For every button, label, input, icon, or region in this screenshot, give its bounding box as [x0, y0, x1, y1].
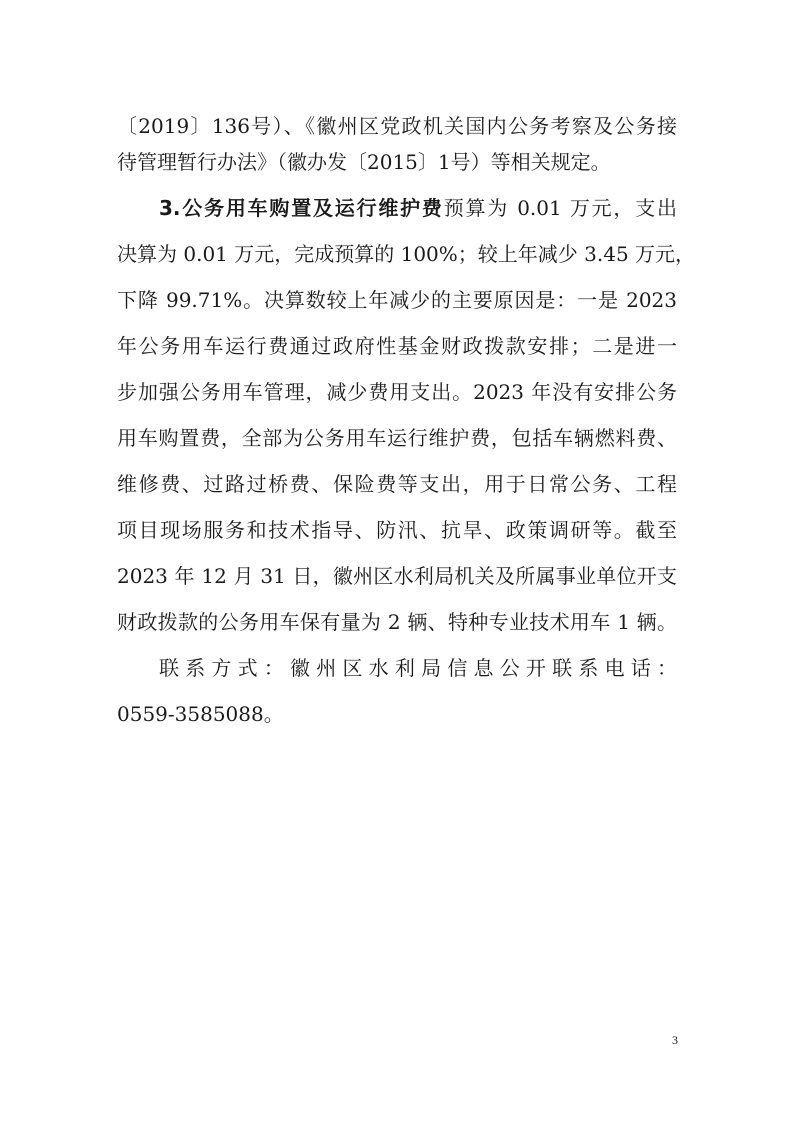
contact-line-1: 联系方式：徽州区水利局信息公开联系电话：: [159, 656, 677, 680]
paragraph-2-line-10: 财政拨款的公务用车保有量为 2 辆、特种专业技术用车 1 辆。: [117, 610, 677, 634]
paragraph-2-line-7: 维修费、过路过桥费、保险费等支出，用于日常公务、工程: [117, 472, 677, 496]
paragraph-2-line-5: 步加强公务用车管理，减少费用支出。2023 年没有安排公务: [117, 380, 677, 404]
paragraph-2-line-4: 年公务用车运行费通过政府性基金财政拨款安排；二是进一: [117, 334, 677, 358]
contact-phone: 0559-3585088。: [117, 702, 284, 726]
section-heading: 3.公务用车购置及运行维护费: [159, 196, 444, 220]
paragraph-2-line-3: 下降 99.71%。决算数较上年减少的主要原因是：一是 2023: [117, 288, 677, 312]
paragraph-2-line-1-text: 预算为 0.01 万元，支出: [443, 196, 677, 220]
paragraph-2-line-8: 项目现场服务和技术指导、防汛、抗旱、政策调研等。截至: [117, 518, 677, 542]
paragraph-2-line-6: 用车购置费，全部为公务用车运行维护费，包括车辆燃料费、: [117, 426, 677, 450]
paragraph-1-line-2: 待管理暂行办法》（徽办发〔2015〕1号）等相关规定。: [117, 150, 611, 174]
paragraph-1-line-1: 〔2019〕136号）、《徽州区党政机关国内公务考察及公务接: [117, 114, 677, 138]
paragraph-2-line-9: 2023 年 12 月 31 日，徽州区水利局机关及所属事业单位开支: [117, 564, 677, 588]
paragraph-2-line-1: [159, 194, 677, 222]
page-number: 3: [672, 1033, 678, 1047]
paragraph-2-line-2: 决算为 0.01 万元，完成预算的 100%；较上年减少 3.45 万元，: [117, 242, 696, 266]
